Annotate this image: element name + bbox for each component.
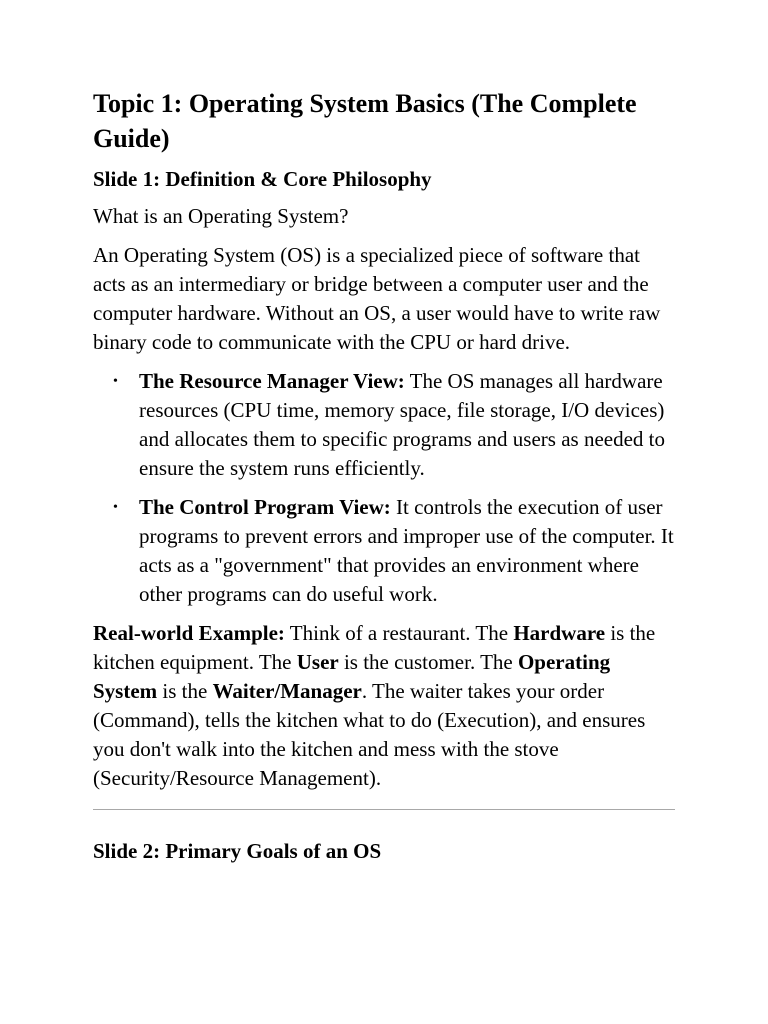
example-bold-hardware: Hardware (513, 621, 606, 645)
example-bold-user: User (296, 650, 339, 674)
real-world-example (93, 619, 675, 793)
bullet-icon: • (113, 374, 118, 389)
example-text: Think of a restaurant. The (284, 621, 514, 645)
bullet-icon: • (113, 500, 118, 515)
slide-1-heading: Slide 1: Definition & Core Philosophy (93, 167, 432, 191)
slide-1-question: What is an Operating System? (93, 204, 349, 228)
example-bold-waiter: Waiter/Manager (212, 679, 362, 703)
example-label: Real-world Example: (93, 621, 285, 645)
document-title: Topic 1: Operating System Basics (The Complete Guide) (93, 89, 637, 153)
list-item-text: It controls the execution of user programs to prevent errors and improper use of the computer. It acts as a "government" that provides an environment where other programs can do useful work. (139, 495, 674, 606)
list-item-term: The Resource Manager View: (139, 369, 405, 393)
list-item-text: The OS manages all hardware resources (CPU time, memory space, file storage, I/O devices) and allocates them to specific programs and users as needed to ensure the system runs efficiently. (139, 369, 665, 480)
example-text: is the kitchen equipment. The (93, 621, 656, 674)
os-views-list (93, 367, 675, 609)
list-item-control-program (113, 493, 675, 609)
slide-2-heading: Slide 2: Primary Goals of an OS (93, 839, 382, 863)
slide-1-intro: An Operating System (OS) is a specialized piece of software that acts as an intermediary or bridge between a computer user and the computer hardware. Without an OS, a user would have to write raw binary code to communicate with the CPU or hard drive. (93, 243, 661, 354)
list-item-term: The Control Program View: (139, 495, 391, 519)
example-text: is the customer. The (338, 650, 518, 674)
example-bold-os: Operating System (93, 650, 611, 703)
list-item-resource-manager (113, 367, 675, 483)
example-text: . The waiter takes your order (Command), tells the kitchen what to do (Execution), and ensures you don't walk into the kitchen and mess with the stove (Security/Resource Management). (93, 679, 646, 790)
section-divider (93, 809, 675, 810)
example-text: is the (157, 679, 213, 703)
